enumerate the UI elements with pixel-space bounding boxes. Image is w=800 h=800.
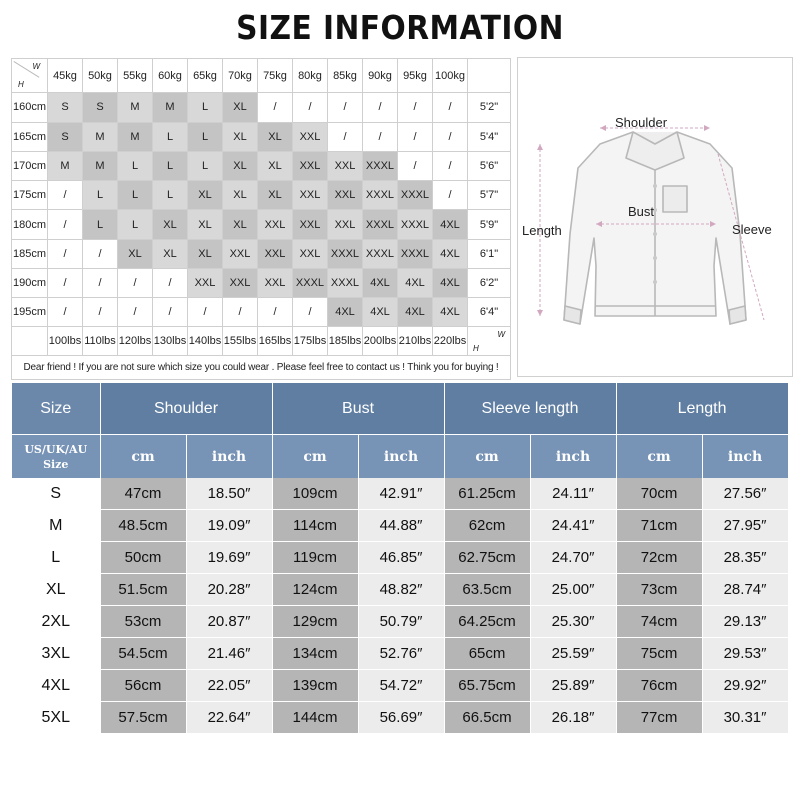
recommended-size-cell: / bbox=[48, 268, 83, 297]
weight-lbs-cell: 130lbs bbox=[153, 327, 188, 355]
weight-kg-cell: 70kg bbox=[223, 59, 258, 93]
height-row bbox=[12, 93, 511, 122]
shoulder-cm-cell: 50cm bbox=[100, 542, 186, 574]
length-in-cell: 27.95″ bbox=[702, 510, 788, 542]
shoulder-in-cell: 18.50″ bbox=[186, 478, 272, 510]
recommended-size-cell: XXL bbox=[328, 151, 363, 180]
bust-cm-cell: 114cm bbox=[272, 510, 358, 542]
height-cm-cell: 170cm bbox=[12, 151, 48, 180]
shoulder-cm-cell: 48.5cm bbox=[100, 510, 186, 542]
recommended-size-cell: / bbox=[433, 151, 468, 180]
shoulder-label: Shoulder bbox=[615, 115, 668, 130]
sleeve-cm-cell: 64.25cm bbox=[444, 606, 530, 638]
weight-kg-cell: 55kg bbox=[118, 59, 153, 93]
shoulder-cm-cell: 56cm bbox=[100, 670, 186, 702]
length-in-cell: 27.56″ bbox=[702, 478, 788, 510]
sleeve-in-cell: 25.59″ bbox=[530, 638, 616, 670]
recommended-size-cell: XL bbox=[258, 181, 293, 210]
corner-w-label: W bbox=[497, 330, 505, 340]
recommended-size-cell: XL bbox=[223, 181, 258, 210]
shoulder-cm-cell: 51.5cm bbox=[100, 574, 186, 606]
length-cm-cell: 71cm bbox=[616, 510, 702, 542]
recommended-size-cell: 4XL bbox=[328, 298, 363, 327]
weight-lbs-cell: 110lbs bbox=[83, 327, 118, 355]
weight-lbs-cell: 200lbs bbox=[363, 327, 398, 355]
sleeve-in-cell: 26.18″ bbox=[530, 702, 616, 734]
blank-cell bbox=[468, 59, 511, 93]
bust-cm-cell: 139cm bbox=[272, 670, 358, 702]
table-row bbox=[12, 510, 788, 542]
unit-cm: cm bbox=[616, 435, 702, 479]
bust-label: Bust bbox=[628, 204, 655, 219]
weight-lbs-row bbox=[12, 327, 511, 355]
corner-h-label: H bbox=[18, 80, 24, 90]
recommended-size-cell: 4XL bbox=[398, 268, 433, 297]
weight-kg-cell: 65kg bbox=[188, 59, 223, 93]
header-sleeve-length: Sleeve length bbox=[444, 383, 616, 435]
height-cm-cell: 160cm bbox=[12, 93, 48, 122]
recommended-size-cell: / bbox=[363, 122, 398, 151]
header-bust: Bust bbox=[272, 383, 444, 435]
shoulder-in-cell: 20.87″ bbox=[186, 606, 272, 638]
table-row bbox=[12, 478, 788, 510]
shoulder-in-cell: 22.05″ bbox=[186, 670, 272, 702]
recommended-size-cell: S bbox=[83, 93, 118, 122]
recommended-size-cell: / bbox=[83, 239, 118, 268]
recommended-size-cell: XXXL bbox=[328, 239, 363, 268]
recommended-size-cell: 4XL bbox=[398, 298, 433, 327]
size-measurement-table bbox=[12, 383, 789, 734]
height-cm-cell: 175cm bbox=[12, 181, 48, 210]
height-ft-cell: 5'7" bbox=[468, 181, 511, 210]
size-cell: S bbox=[12, 478, 100, 510]
recommended-size-cell: XXXL bbox=[398, 210, 433, 239]
sleeve-cm-cell: 61.25cm bbox=[444, 478, 530, 510]
length-in-cell: 28.35″ bbox=[702, 542, 788, 574]
weight-kg-cell: 85kg bbox=[328, 59, 363, 93]
recommended-size-cell: / bbox=[223, 298, 258, 327]
recommended-size-cell: XXL bbox=[328, 181, 363, 210]
recommended-size-cell: S bbox=[48, 122, 83, 151]
recommended-size-cell: / bbox=[398, 122, 433, 151]
recommended-size-cell: XXL bbox=[293, 122, 328, 151]
weight-lbs-cell: 175lbs bbox=[293, 327, 328, 355]
height-ft-cell: 5'9" bbox=[468, 210, 511, 239]
size-cell: 4XL bbox=[12, 670, 100, 702]
bust-in-cell: 56.69″ bbox=[358, 702, 444, 734]
length-cm-cell: 75cm bbox=[616, 638, 702, 670]
table-row bbox=[12, 606, 788, 638]
corner-cell bbox=[468, 327, 511, 355]
recommended-size-cell: / bbox=[328, 122, 363, 151]
size-table-header-row bbox=[12, 383, 788, 435]
header-us-uk-au-size: US/UK/AU Size bbox=[12, 435, 100, 479]
recommended-size-cell: M bbox=[118, 122, 153, 151]
recommended-size-cell: / bbox=[118, 268, 153, 297]
unit-cm: cm bbox=[444, 435, 530, 479]
recommended-size-cell: M bbox=[118, 93, 153, 122]
recommended-size-cell: / bbox=[433, 93, 468, 122]
recommended-size-cell: L bbox=[188, 93, 223, 122]
length-in-cell: 30.31″ bbox=[702, 702, 788, 734]
size-cell: XL bbox=[12, 574, 100, 606]
length-cm-cell: 72cm bbox=[616, 542, 702, 574]
bust-in-cell: 50.79″ bbox=[358, 606, 444, 638]
weight-kg-cell: 80kg bbox=[293, 59, 328, 93]
recommended-size-cell: M bbox=[83, 122, 118, 151]
recommended-size-cell: / bbox=[48, 298, 83, 327]
weight-lbs-cell: 100lbs bbox=[48, 327, 83, 355]
shoulder-cm-cell: 54.5cm bbox=[100, 638, 186, 670]
sleeve-in-cell: 25.00″ bbox=[530, 574, 616, 606]
bust-in-cell: 44.88″ bbox=[358, 510, 444, 542]
recommended-size-cell: L bbox=[153, 181, 188, 210]
recommended-size-cell: XL bbox=[258, 122, 293, 151]
weight-lbs-cell: 210lbs bbox=[398, 327, 433, 355]
height-cm-cell: 190cm bbox=[12, 268, 48, 297]
recommended-size-cell: XXXL bbox=[398, 239, 433, 268]
unit-inch: inch bbox=[358, 435, 444, 479]
sleeve-cm-cell: 63.5cm bbox=[444, 574, 530, 606]
length-label: Length bbox=[522, 223, 562, 238]
recommended-size-cell: / bbox=[398, 151, 433, 180]
recommended-size-cell: / bbox=[293, 93, 328, 122]
recommended-size-cell: XXL bbox=[223, 268, 258, 297]
height-cm-cell: 165cm bbox=[12, 122, 48, 151]
recommended-size-cell: XXXL bbox=[363, 151, 398, 180]
recommended-size-cell: / bbox=[153, 298, 188, 327]
weight-lbs-cell: 155lbs bbox=[223, 327, 258, 355]
height-cm-cell: 180cm bbox=[12, 210, 48, 239]
recommended-size-cell: XXL bbox=[293, 239, 328, 268]
shoulder-cm-cell: 53cm bbox=[100, 606, 186, 638]
recommended-size-cell: / bbox=[48, 210, 83, 239]
recommended-size-cell: XXL bbox=[293, 210, 328, 239]
recommended-size-cell: L bbox=[83, 181, 118, 210]
length-cm-cell: 74cm bbox=[616, 606, 702, 638]
unit-inch: inch bbox=[702, 435, 788, 479]
unit-cm: cm bbox=[272, 435, 358, 479]
shoulder-in-cell: 21.46″ bbox=[186, 638, 272, 670]
weight-lbs-cell: 120lbs bbox=[118, 327, 153, 355]
recommended-size-cell: XL bbox=[118, 239, 153, 268]
recommended-size-cell: 4XL bbox=[363, 268, 398, 297]
weight-kg-cell: 100kg bbox=[433, 59, 468, 93]
recommended-size-cell: XL bbox=[223, 93, 258, 122]
corner-h-label: H bbox=[473, 343, 479, 353]
sleeve-cm-cell: 62cm bbox=[444, 510, 530, 542]
size-cell: 3XL bbox=[12, 638, 100, 670]
weight-kg-cell: 50kg bbox=[83, 59, 118, 93]
recommended-size-cell: / bbox=[328, 93, 363, 122]
weight-kg-cell: 60kg bbox=[153, 59, 188, 93]
unit-inch: inch bbox=[530, 435, 616, 479]
recommended-size-cell: / bbox=[48, 239, 83, 268]
sleeve-cm-cell: 65.75cm bbox=[444, 670, 530, 702]
weight-kg-cell: 90kg bbox=[363, 59, 398, 93]
shoulder-in-cell: 22.64″ bbox=[186, 702, 272, 734]
recommended-size-cell: XXXL bbox=[398, 181, 433, 210]
recommended-size-cell: XXXL bbox=[363, 210, 398, 239]
recommended-size-cell: XXXL bbox=[328, 268, 363, 297]
bust-cm-cell: 124cm bbox=[272, 574, 358, 606]
recommended-size-cell: XXL bbox=[328, 210, 363, 239]
recommended-size-cell: XXL bbox=[293, 181, 328, 210]
length-cm-cell: 77cm bbox=[616, 702, 702, 734]
recommended-size-cell: XL bbox=[258, 151, 293, 180]
shirt-outline-icon bbox=[518, 58, 792, 376]
size-cell: L bbox=[12, 542, 100, 574]
bust-cm-cell: 144cm bbox=[272, 702, 358, 734]
bust-cm-cell: 119cm bbox=[272, 542, 358, 574]
recommended-size-cell: / bbox=[48, 181, 83, 210]
recommended-size-cell: L bbox=[188, 151, 223, 180]
recommended-size-cell: L bbox=[153, 122, 188, 151]
recommended-size-cell: XXXL bbox=[293, 268, 328, 297]
recommended-size-cell: / bbox=[433, 181, 468, 210]
bust-cm-cell: 129cm bbox=[272, 606, 358, 638]
recommended-size-cell: XXL bbox=[258, 268, 293, 297]
recommended-size-cell: XL bbox=[223, 151, 258, 180]
table-row bbox=[12, 542, 788, 574]
bust-in-cell: 48.82″ bbox=[358, 574, 444, 606]
bust-in-cell: 54.72″ bbox=[358, 670, 444, 702]
sleeve-cm-cell: 62.75cm bbox=[444, 542, 530, 574]
sleeve-in-cell: 24.11″ bbox=[530, 478, 616, 510]
shoulder-cm-cell: 47cm bbox=[100, 478, 186, 510]
recommended-size-cell: L bbox=[118, 210, 153, 239]
recommended-size-cell: / bbox=[83, 268, 118, 297]
weight-lbs-cell: 165lbs bbox=[258, 327, 293, 355]
recommended-size-cell: / bbox=[188, 298, 223, 327]
recommended-size-cell: L bbox=[118, 151, 153, 180]
height-row bbox=[12, 210, 511, 239]
height-ft-cell: 5'4" bbox=[468, 122, 511, 151]
weight-lbs-cell: 220lbs bbox=[433, 327, 468, 355]
sleeve-in-cell: 24.41″ bbox=[530, 510, 616, 542]
header-length: Length bbox=[616, 383, 788, 435]
corner-w-label: W bbox=[32, 62, 40, 71]
recommended-size-cell: 4XL bbox=[433, 268, 468, 297]
bust-in-cell: 52.76″ bbox=[358, 638, 444, 670]
recommended-size-cell: 4XL bbox=[433, 298, 468, 327]
unit-cm: cm bbox=[100, 435, 186, 479]
length-cm-cell: 73cm bbox=[616, 574, 702, 606]
recommended-size-cell: XXL bbox=[223, 239, 258, 268]
size-cell: 5XL bbox=[12, 702, 100, 734]
recommended-size-cell: XXL bbox=[293, 151, 328, 180]
recommended-size-cell: M bbox=[48, 151, 83, 180]
sleeve-label: Sleeve bbox=[732, 222, 772, 237]
size-cell: 2XL bbox=[12, 606, 100, 638]
bust-cm-cell: 109cm bbox=[272, 478, 358, 510]
height-row bbox=[12, 151, 511, 180]
recommended-size-cell: M bbox=[153, 93, 188, 122]
recommended-size-cell: XL bbox=[153, 239, 188, 268]
header-size: Size bbox=[12, 383, 100, 435]
weight-kg-cell: 45kg bbox=[48, 59, 83, 93]
height-row bbox=[12, 298, 511, 327]
recommended-size-cell: L bbox=[118, 181, 153, 210]
recommended-size-cell: L bbox=[83, 210, 118, 239]
sleeve-in-cell: 25.30″ bbox=[530, 606, 616, 638]
weight-lbs-cell: 185lbs bbox=[328, 327, 363, 355]
sleeve-in-cell: 24.70″ bbox=[530, 542, 616, 574]
height-weight-table bbox=[11, 58, 511, 380]
page-title: SIZE INFORMATION bbox=[236, 8, 564, 47]
table-row bbox=[12, 574, 788, 606]
weight-kg-cell: 75kg bbox=[258, 59, 293, 93]
corner-cell bbox=[12, 59, 48, 93]
height-ft-cell: 6'4" bbox=[468, 298, 511, 327]
recommended-size-cell: / bbox=[258, 298, 293, 327]
height-row bbox=[12, 268, 511, 297]
recommended-size-cell: / bbox=[83, 298, 118, 327]
recommended-size-cell: 4XL bbox=[433, 239, 468, 268]
shoulder-in-cell: 19.69″ bbox=[186, 542, 272, 574]
length-in-cell: 29.13″ bbox=[702, 606, 788, 638]
shirt-diagram bbox=[517, 57, 793, 377]
recommended-size-cell: XXL bbox=[258, 239, 293, 268]
table-row bbox=[12, 702, 788, 734]
height-row bbox=[12, 239, 511, 268]
recommended-size-cell: / bbox=[433, 122, 468, 151]
height-row bbox=[12, 122, 511, 151]
contact-note: Dear friend ! If you are not sure which size you could wear . Please feel free to contact us ! Think you for buying ! bbox=[12, 355, 511, 379]
recommended-size-cell: M bbox=[83, 151, 118, 180]
blank-cell bbox=[12, 327, 48, 355]
shoulder-cm-cell: 57.5cm bbox=[100, 702, 186, 734]
recommended-size-cell: XXL bbox=[258, 210, 293, 239]
length-in-cell: 29.53″ bbox=[702, 638, 788, 670]
height-ft-cell: 6'2" bbox=[468, 268, 511, 297]
height-ft-cell: 6'1" bbox=[468, 239, 511, 268]
recommended-size-cell: XL bbox=[223, 122, 258, 151]
sleeve-cm-cell: 65cm bbox=[444, 638, 530, 670]
note-row bbox=[12, 355, 511, 379]
length-cm-cell: 76cm bbox=[616, 670, 702, 702]
header-shoulder: Shoulder bbox=[100, 383, 272, 435]
length-in-cell: 29.92″ bbox=[702, 670, 788, 702]
length-cm-cell: 70cm bbox=[616, 478, 702, 510]
weight-kg-row bbox=[12, 59, 511, 93]
recommended-size-cell: XXXL bbox=[363, 239, 398, 268]
recommended-size-cell: XL bbox=[153, 210, 188, 239]
recommended-size-cell: / bbox=[293, 298, 328, 327]
bust-cm-cell: 134cm bbox=[272, 638, 358, 670]
bust-in-cell: 42.91″ bbox=[358, 478, 444, 510]
size-table-unit-row bbox=[12, 435, 788, 479]
table-row bbox=[12, 670, 788, 702]
height-row bbox=[12, 181, 511, 210]
shoulder-in-cell: 19.09″ bbox=[186, 510, 272, 542]
table-row bbox=[12, 638, 788, 670]
recommended-size-cell: 4XL bbox=[433, 210, 468, 239]
recommended-size-cell: XL bbox=[188, 181, 223, 210]
recommended-size-cell: XXXL bbox=[363, 181, 398, 210]
recommended-size-cell: XL bbox=[188, 210, 223, 239]
height-cm-cell: 185cm bbox=[12, 239, 48, 268]
recommended-size-cell: L bbox=[188, 122, 223, 151]
recommended-size-cell: 4XL bbox=[363, 298, 398, 327]
recommended-size-cell: / bbox=[118, 298, 153, 327]
recommended-size-cell: XXL bbox=[188, 268, 223, 297]
shoulder-in-cell: 20.28″ bbox=[186, 574, 272, 606]
weight-kg-cell: 95kg bbox=[398, 59, 433, 93]
unit-inch: inch bbox=[186, 435, 272, 479]
sleeve-in-cell: 25.89″ bbox=[530, 670, 616, 702]
recommended-size-cell: / bbox=[153, 268, 188, 297]
recommended-size-cell: / bbox=[398, 93, 433, 122]
height-cm-cell: 195cm bbox=[12, 298, 48, 327]
weight-lbs-cell: 140lbs bbox=[188, 327, 223, 355]
length-in-cell: 28.74″ bbox=[702, 574, 788, 606]
recommended-size-cell: / bbox=[258, 93, 293, 122]
recommended-size-cell: L bbox=[153, 151, 188, 180]
recommended-size-cell: XL bbox=[188, 239, 223, 268]
height-ft-cell: 5'2" bbox=[468, 93, 511, 122]
recommended-size-cell: XL bbox=[223, 210, 258, 239]
height-ft-cell: 5'6" bbox=[468, 151, 511, 180]
recommended-size-cell: S bbox=[48, 93, 83, 122]
sleeve-cm-cell: 66.5cm bbox=[444, 702, 530, 734]
recommended-size-cell: / bbox=[363, 93, 398, 122]
size-cell: M bbox=[12, 510, 100, 542]
bust-in-cell: 46.85″ bbox=[358, 542, 444, 574]
